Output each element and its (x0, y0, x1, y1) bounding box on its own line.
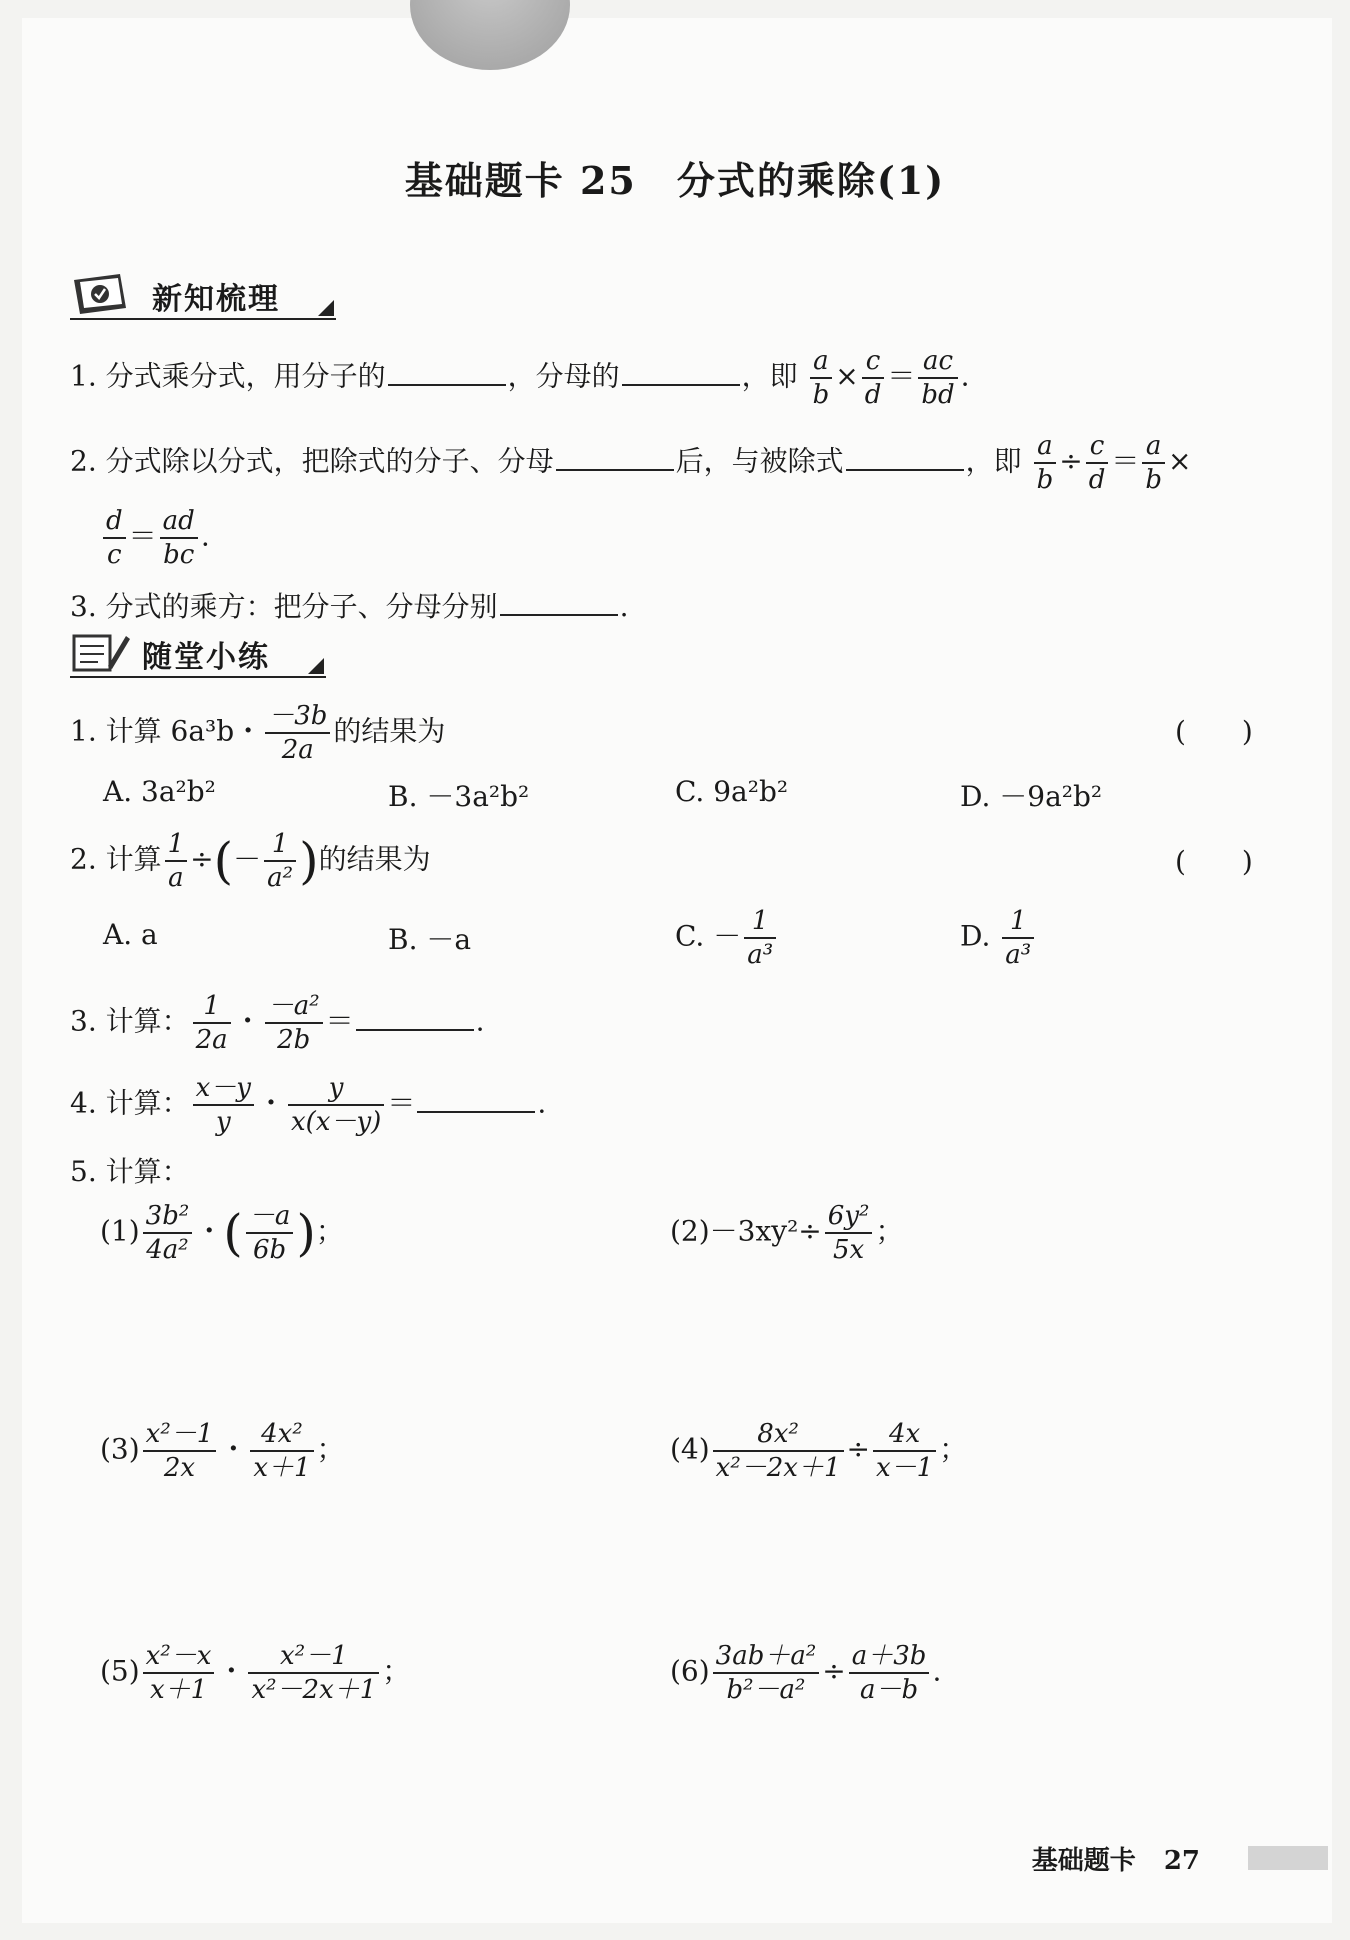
text: ，即 (965, 444, 1022, 478)
fraction: $\frac{a}{b}$ (1142, 430, 1165, 496)
answer-blank[interactable] (846, 443, 964, 471)
option-b[interactable]: B. －a (388, 923, 472, 956)
section-underline (70, 676, 326, 678)
text: 的结果为 (333, 714, 446, 748)
page-number: 27 (1163, 1846, 1200, 1876)
fraction: $\frac{\text{x²－1}}{2x}$ (143, 1418, 217, 1484)
calc-item-4: (4) $\frac{\text{8x²}}{\text{x²－2x＋1}}$ ÷ $\frac{4x}{x-1}$ ； (670, 1419, 968, 1483)
answer-bracket[interactable]: ( ) (1175, 715, 1253, 748)
practice-question-3: 3. 计算： $\frac{1}{2a}$ ・ $\frac{\text{－a²}}{2b}$ ＝ . (70, 991, 485, 1055)
text: 4. 计算： (70, 1086, 190, 1120)
text: . (619, 590, 629, 623)
practice-question-5: 5. 计算： (70, 1155, 190, 1188)
text: 3. 计算： (70, 1004, 190, 1038)
fraction: $\frac{\text{6y²}}{5x}$ (825, 1200, 873, 1266)
fraction: $\frac{x-y}{y}$ (193, 1072, 254, 1138)
text: C. － (675, 919, 742, 953)
page-footer (1032, 1840, 1200, 1877)
fraction: $\frac{1}{\text{a³}}$ (744, 905, 776, 971)
option-d[interactable]: D. －9a²b² (960, 780, 1103, 813)
text: 1. 计算 6a³b・ (70, 714, 263, 748)
section-header-practice (70, 630, 330, 674)
calc-item-5: (5) $\frac{\text{x²－x}}{x+1}$ ・ $\frac{\text{x²－1}}{\text{x²－2x＋1}}$ ； (100, 1641, 411, 1705)
knowledge-item-2: 2. 分式除以分式，把除式的分子、分母 后，与被除式 ，即 $\frac{a}{b}$ ÷ $\frac{c}{d}$ ＝ $\frac{a}{b}$ × (70, 431, 1192, 495)
option-b[interactable]: B. －3a²b² (388, 780, 530, 813)
notebook-pen-icon (70, 630, 130, 674)
fraction: $\frac{-a}{6b}$ (246, 1200, 294, 1266)
fraction: $\frac{-3b}{2a}$ (265, 700, 330, 766)
text: 2. 计算 (70, 842, 162, 876)
fraction: $\frac{\text{x²－x}}{x+1}$ (143, 1640, 215, 1706)
fraction: $\frac{1}{\text{a²}}$ (264, 828, 296, 894)
practice-question-4: 4. 计算： $\frac{x-y}{y}$ ・ $\frac{y}{x(x-y)}$ ＝ . (70, 1073, 547, 1137)
fraction: $\frac{\text{－a²}}{2b}$ (265, 990, 323, 1056)
text: (6) (670, 1654, 710, 1688)
calc-item-2: (2)－3xy²÷ $\frac{\text{6y²}}{5x}$ ； (670, 1201, 904, 1265)
text: (2)－3xy²÷ (670, 1214, 822, 1248)
fraction: $\frac{ad}{bc}$ (160, 505, 198, 571)
text: D. (960, 919, 1000, 953)
option-a[interactable]: A. 3a²b² (103, 775, 216, 808)
option-c[interactable]: C. 9a²b² (675, 775, 789, 808)
answer-blank[interactable] (500, 588, 618, 616)
knowledge-item-1: 1. 分式乘分式，用分子的 ，分母的 ，即 $\frac{a}{b}$ × $\frac{c}{d}$ ＝ $\frac{ac}{bd}$ . (70, 346, 970, 410)
fraction: $\frac{1}{2a}$ (193, 990, 231, 1056)
calc-item-3: (3) $\frac{\text{x²－1}}{2x}$ ・ $\frac{\text{4x²}}{x+1}$ ； (100, 1419, 345, 1483)
section-underline (70, 318, 336, 320)
fraction: $\frac{\text{3ab＋a²}}{\text{b²－a²}}$ (713, 1640, 820, 1706)
answer-blank[interactable] (417, 1085, 535, 1113)
fraction: $\frac{c}{d}$ (1086, 430, 1109, 496)
page-title: 基础题卡 25 分式的乘除(1) (404, 158, 946, 203)
option-c[interactable] (675, 905, 779, 971)
practice-question-2: 2. 计算 $\frac{1}{a}$ ÷(－ $\frac{1}{\text{a²}}$ )的结果为 (70, 829, 431, 893)
fraction: $\frac{d}{c}$ (103, 505, 126, 571)
knowledge-item-3 (70, 585, 629, 625)
text: ，即 (741, 359, 798, 393)
text: (1) (100, 1214, 140, 1248)
text: 后，与被除式 (675, 444, 844, 478)
option-d[interactable] (960, 905, 1037, 971)
calc-item-6: (6) $\frac{\text{3ab＋a²}}{\text{b²－a²}}$ ÷ $\frac{a+3b}{a-b}$ . (670, 1641, 942, 1705)
text: 3. 分式的乘方：把分子、分母分别 (70, 590, 498, 623)
footer-decoration (1248, 1846, 1328, 1870)
fraction: $\frac{\text{3b²}}{\text{4a²}}$ (143, 1200, 193, 1266)
section-triangle (308, 658, 324, 674)
text: (4) (670, 1432, 710, 1466)
section-triangle (318, 300, 334, 316)
notebook-check-icon (70, 272, 130, 316)
fraction: $\frac{\text{4x²}}{x+1}$ (250, 1418, 313, 1484)
calc-item-1: (1) $\frac{\text{3b²}}{\text{4a²}}$ ・( $\frac{-a}{6b}$ )； (100, 1201, 344, 1265)
fraction: $\frac{c}{d}$ (862, 345, 885, 411)
text: (3) (100, 1432, 140, 1466)
fraction: $\frac{\text{8x²}}{\text{x²－2x＋1}}$ (713, 1418, 844, 1484)
fraction: $\frac{\text{x²－1}}{\text{x²－2x＋1}}$ (248, 1640, 379, 1706)
text: 的结果为 (318, 842, 431, 876)
knowledge-item-2-cont: $\frac{d}{c}$ ＝ $\frac{ad}{bc}$ . (100, 505, 210, 571)
section-header-new-knowledge (70, 272, 340, 316)
fraction: $\frac{4x}{x-1}$ (873, 1418, 936, 1484)
section-title: 新知梳理 (152, 282, 280, 317)
text: 1. 分式乘分式，用分子的 (70, 359, 386, 393)
fraction: $\frac{y}{x(x-y)}$ (288, 1072, 384, 1138)
answer-blank[interactable] (556, 443, 674, 471)
text: ，分母的 (507, 359, 620, 393)
answer-bracket[interactable]: ( ) (1175, 845, 1253, 878)
fraction: $\frac{ac}{bd}$ (918, 345, 957, 411)
fraction: $\frac{a+3b}{a-b}$ (849, 1640, 930, 1706)
answer-blank[interactable] (622, 358, 740, 386)
text: 2. 分式除以分式，把除式的分子、分母 (70, 444, 554, 478)
answer-blank[interactable] (356, 1003, 474, 1031)
answer-blank[interactable] (388, 358, 506, 386)
footer-label: 基础题卡 (1031, 1846, 1136, 1876)
practice-question-1 (70, 700, 445, 766)
section-title: 随堂小练 (142, 640, 270, 675)
fraction: $\frac{a}{b}$ (1034, 430, 1057, 496)
option-a[interactable]: A. a (103, 918, 158, 951)
fraction: $\frac{1}{a}$ (165, 828, 188, 894)
text: (5) (100, 1654, 140, 1688)
fraction: $\frac{1}{\text{a³}}$ (1002, 905, 1034, 971)
fraction: $\frac{a}{b}$ (810, 345, 833, 411)
